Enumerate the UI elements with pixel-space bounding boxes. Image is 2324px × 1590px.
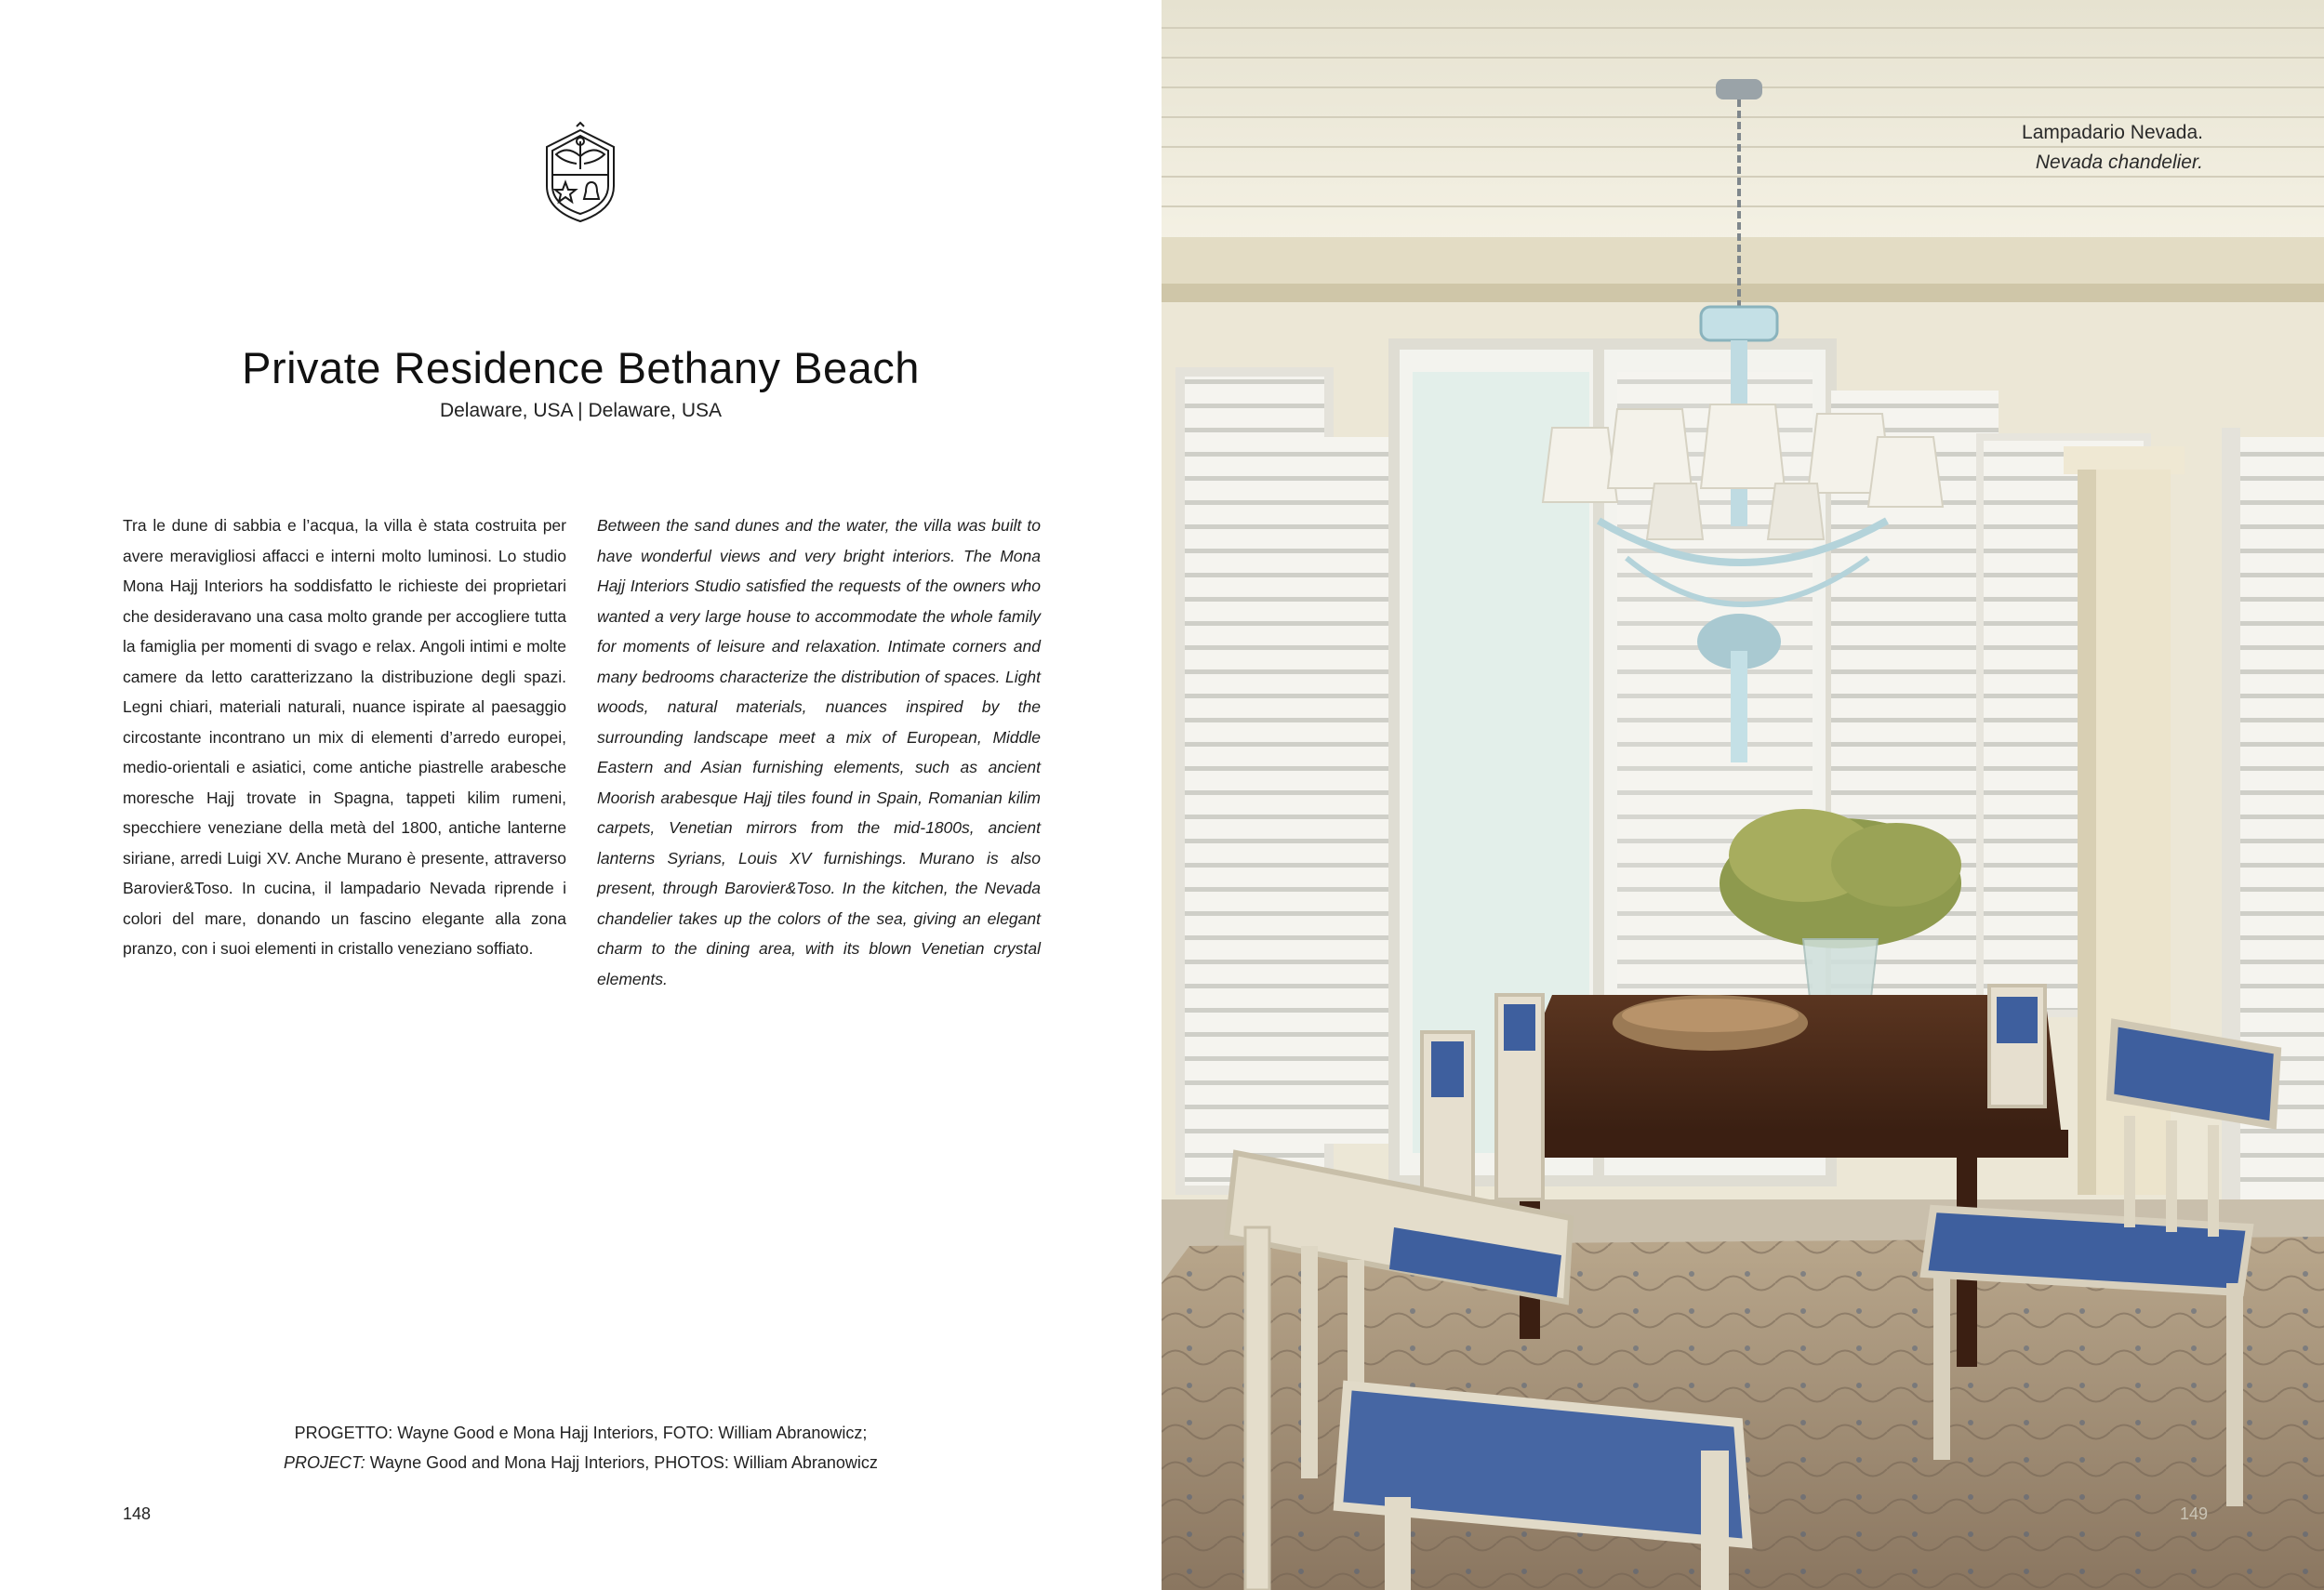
photo-caption [2022,118,2203,178]
caption-english: Nevada chandelier. [2035,152,2203,173]
caption-italian: Lampadario Nevada. [2022,122,2203,143]
body-text-english: Between the sand dunes and the water, the villa was built to have wonderful views and very bright interiors. The Mona Hajj Interiors Studio satisfied the requests of the owners who wanted a very large house to accommodate the whole family for moments of leisure and relaxation. Intimate corners and many bedrooms characterize the distribution of spaces. Light woods, natural materials, nuances inspired by the surrounding landscape meet a mix of European, Middle Eastern and Asian furnishing elements, such as ancient Moorish arabesque Hajj tiles found in Spain, Romanian kilim carpets, Venetian mirrors from the mid-1800s, ancient lanterns Syrians, Louis XV furnishings. Murano is also present, through Barovier&Toso. In the kitchen, the Nevada chandelier takes up the colors of the sea, giving an elegant charm to the dining area, with its blown Venetian crystal elements. [597,516,1041,988]
credits-english [0,1448,1162,1477]
body-text-italian: Tra le dune di sabbia e l’acqua, la villa è stata costruita per avere meravigliosi affacci e interni molto luminosi. Lo studio Mona Hajj Interiors ha soddisfatto le richieste dei proprietari che desideravano una casa molto grande per accogliere tutta la famiglia per momenti di svago e relax. Angoli intimi e molte camere da letto caratterizzano la distribuzione degli spazi. Legni chiari, materiali naturali, nuance ispirate al paesaggio circostante incontrano un mix di elementi d’arredo europei, medio-orientali e asiatici, come antiche piastrelle arabesche moresche Hajj trovate in Spagna, tappeti kilim rumeni, specchiere veneziane della metà del 1800, antiche lanterne siriane, arredi Luigi XV. Anche Murano è presente, attraverso Barovier&Toso. In cucina, il lampadario Nevada riprende i colori del mare, donando un fascino elegante alla zona pranzo, con i suoi elementi in cristallo veneziano soffiato. [123,516,566,958]
page-number-right: 149 [2180,1504,2209,1523]
right-page-photo [1162,0,2324,1590]
crown-molding [1162,237,2324,288]
chair-back-center [1496,995,1543,1199]
page-subtitle: Delaware, USA | Delaware, USA [439,400,723,421]
heraldic-crest-icon [539,121,621,225]
chair-back-right [1989,986,2045,1106]
shutter-far-right [2231,437,2324,1274]
credits-italian: PROGETTO: Wayne Good e Mona Hajj Interiors, FOTO: William Abranowicz; [294,1424,868,1442]
credits [0,1418,1162,1477]
dining-room-photo [1162,0,2324,1590]
molding-shadow [1162,284,2324,304]
page-title: Private Residence Bethany Beach [242,343,920,392]
credits-english-rest: Wayne Good and Mona Hajj Interiors, PHOTOS: William Abranowicz [365,1453,878,1472]
credits-english-label: PROJECT: [284,1453,365,1472]
page-number-left: 148 [123,1504,152,1523]
